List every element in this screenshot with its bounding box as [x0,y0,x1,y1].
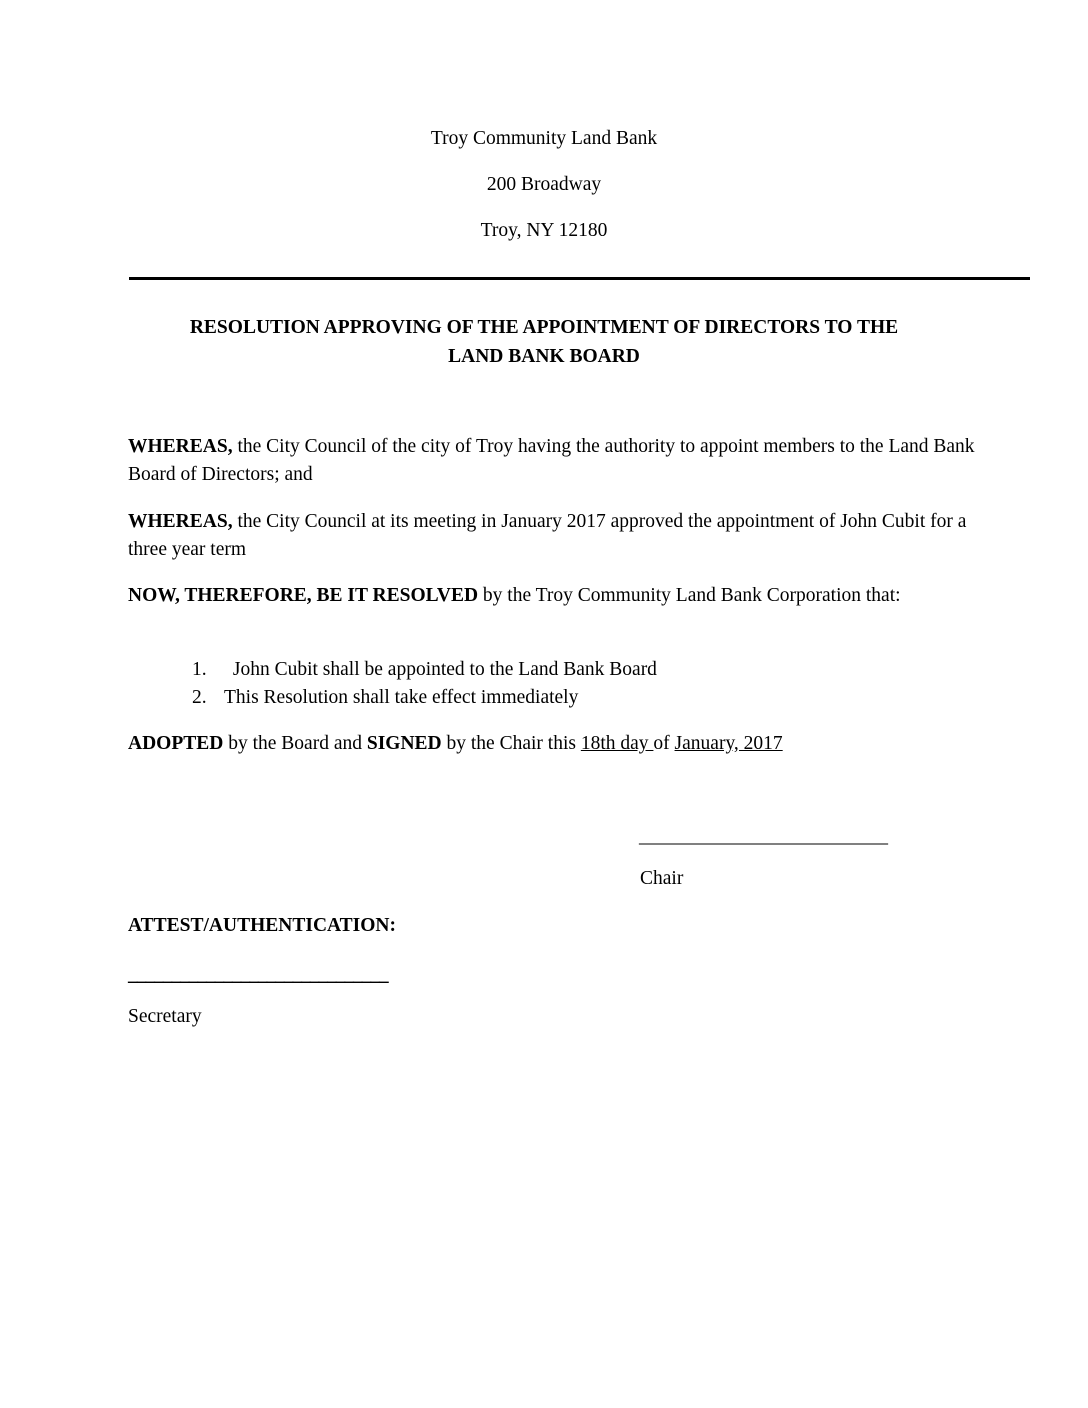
whereas-paragraph-2 [128,508,988,564]
chair-signature-line: ______________________________ [639,826,887,847]
list-item-2-number: 2. [192,687,207,708]
resolved-lead: NOW, THEREFORE, BE IT RESOLVED [128,585,479,606]
header-divider [129,277,1030,280]
adopted-mid2: by the Chair this [441,733,581,754]
chair-label: Chair [640,868,684,889]
whereas-paragraph-1 [128,433,988,489]
letterhead-org: Troy Community Land Bank [430,128,658,149]
letterhead-city: Troy, NY 12180 [480,220,608,241]
resolution-title [129,313,959,371]
title-line-2: LAND BANK BOARD [448,346,640,367]
attest-heading: ATTEST/AUTHENTICATION: [128,915,397,936]
adopted-mid: by the Board and [223,733,367,754]
adopted-date: January, 2017 [674,733,783,754]
list-item-2-text: This Resolution shall take effect immediately [224,687,579,708]
secretary-label: Secretary [128,1006,202,1027]
adopted-day: 18th day [580,733,654,754]
whereas-2-lead: WHEREAS, [128,511,233,532]
resolved-text: by the Troy Community Land Bank Corporation that: [478,585,901,606]
resolved-paragraph [128,582,958,610]
list-item-1 [192,656,892,684]
resolution-list [192,656,892,712]
list-item-1-number: 1. [192,659,207,680]
whereas-1-text: the City Council of the city of Troy having the authority to appoint members to the Land Bank Board of Directors; and [128,436,975,485]
title-line-1: RESOLUTION APPROVING OF THE APPOINTMENT OF DIRECTORS TO THE [189,317,899,338]
list-item-1-text: John Cubit shall be appointed to the Land Bank Board [228,659,657,680]
whereas-1-lead: WHEREAS, [128,436,233,457]
adopted-paragraph [128,730,988,758]
list-item-2 [192,684,892,712]
letterhead-street: 200 Broadway [486,174,602,195]
adopted-lead: ADOPTED [128,733,224,754]
adopted-of: of [653,733,675,754]
signed-lead: SIGNED [366,733,442,754]
whereas-2-text: the City Council at its meeting in January 2017 approved the appointment of John Cubit for a three year term [128,511,967,560]
secretary-signature-line: ______________________________ [128,964,388,985]
